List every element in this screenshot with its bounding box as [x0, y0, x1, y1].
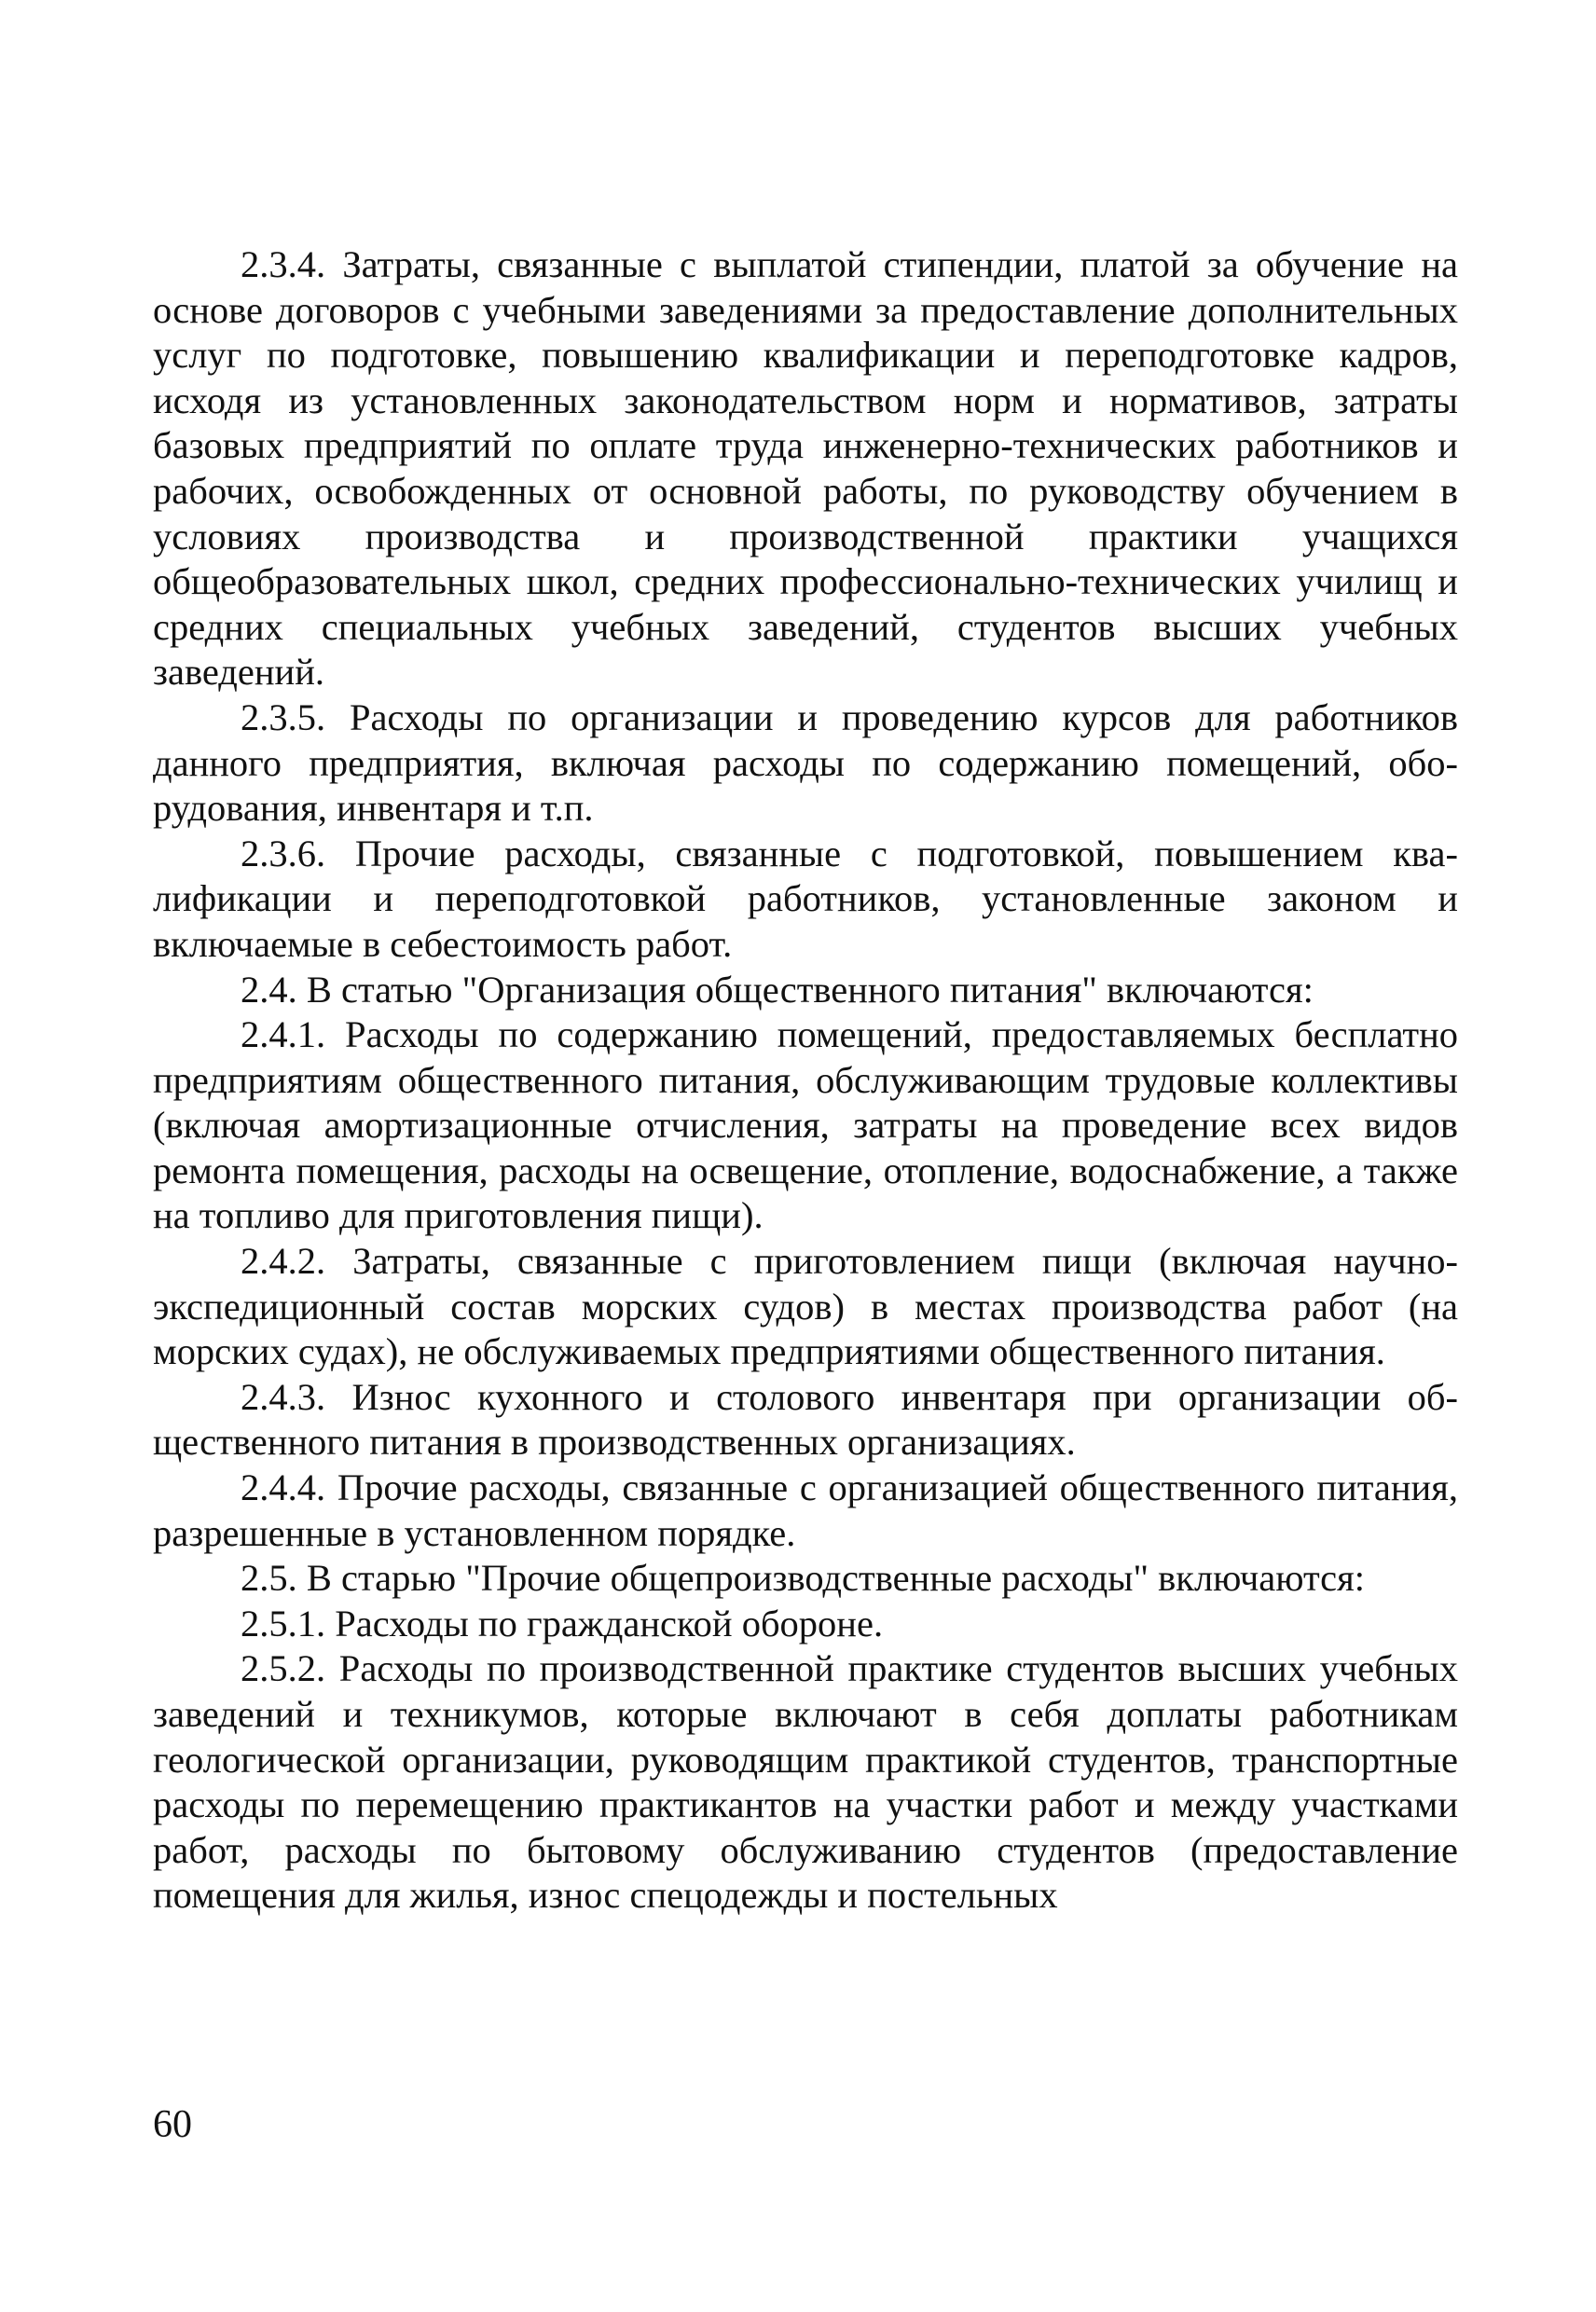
paragraph-2-5-1: 2.5.1. Расходы по гражданской обороне.: [241, 1602, 884, 1645]
paragraph-2-4-2: 2.4.2. Затраты, связанные с приготовлением пищи (включая научно-экспедиционный состав морских судов) в местах производства работ (на морских судах), не обслуживаемых предприятиями общественного питания.: [153, 1240, 1458, 1373]
paragraph-2-3-5: 2.3.5. Расходы по организации и проведению курсов для работников данного предприятия, включая расходы по содержанию помещений, оборудования, инвентаря и т.п.: [153, 695, 1458, 830]
paragraph-2-3-4: 2.3.4. Затраты, связанные с выплатой стипендии, платой за обучение на основе договоров с учебными заведениями за предоставление дополнительных услуг по подготовке, повышению квалификации и переподготовке кадров, исходя из установленных законодательством норм и нормативов, затраты базовых предприятий по оплате труда инженерно-технических работников и рабочих, освобожденных от основной работы, по руководству обучением в условиях производства и производственной практики учащихся общеобразовательных школ, средних профессионально-технических училищ и средних специальных учебных заведений, студентов высших учебных заведений.: [153, 243, 1458, 694]
body-text: [153, 242, 1458, 1919]
paragraph-2-5: 2.5. В старью "Прочие общепроизводственные расходы" включаются:: [241, 1557, 1366, 1600]
page-number: 60: [153, 2103, 192, 2146]
paragraph-2-5-2: 2.5.2. Расходы по производственной практике студентов высших учебных заведений и техникумов, которые включают в себя доплаты работникам геологической организации, руководящим практикой студентов, транспортные расходы по перемещению практикантов на участки работ и между участками работ, расходы по бытовому обслуживанию студентов (предоставление помещения для жилья, износ спецодежды и постельных: [153, 1647, 1458, 1917]
paragraph-2-4-3: 2.4.3. Износ кухонного и столового инвентаря при организации общественного питания в производственных организациях.: [153, 1375, 1458, 1464]
paragraph-2-4-4: 2.4.4. Прочие расходы, связанные с организацией общественного питания, разрешенные в установленном порядке.: [153, 1466, 1458, 1554]
paragraph-2-3-6: 2.3.6. Прочие расходы, связанные с подготовкой, повышением квалификации и переподготовкой работников, установленные законом и включаемые в себестоимость работ.: [153, 832, 1458, 965]
paragraph-2-4-1: 2.4.1. Расходы по содержанию помещений, предоставляемых бесплатно предприятиям общественного питания, обслуживающим трудовые коллективы (включая амортизационные отчисления, затраты на проведение всех видов ремонта помещения, расходы на освещение, отопление, водоснабжение, а также на топливо для приготовления пищи).: [153, 1013, 1458, 1237]
paragraph-2-4: 2.4. В статью "Организация общественного питания" включаются:: [241, 968, 1314, 1011]
